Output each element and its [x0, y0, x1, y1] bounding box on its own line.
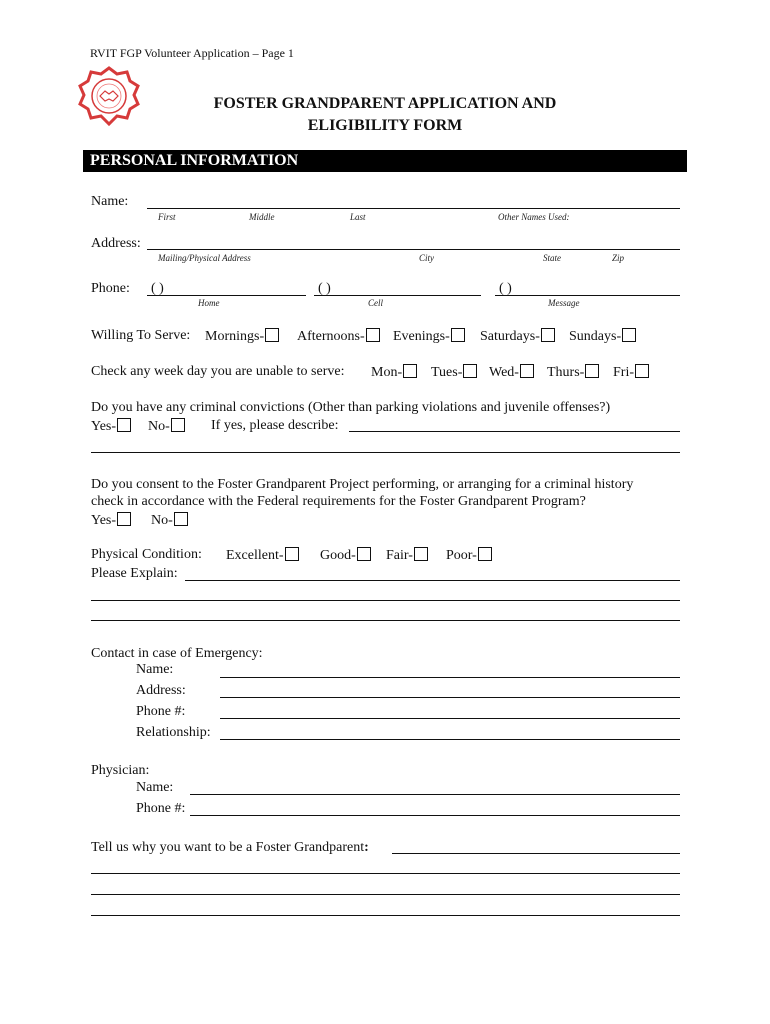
physical-explain-field[interactable]	[185, 580, 680, 581]
yes-label: Yes-	[91, 419, 117, 434]
name-sub-last: Last	[350, 212, 366, 222]
address-field[interactable]	[147, 249, 680, 250]
willing-option-label: Afternoons-	[297, 329, 365, 344]
willing-option-label: Saturdays-	[480, 329, 540, 344]
emergency-phone-label: Phone #:	[136, 704, 186, 719]
physical-label: Physical Condition:	[91, 547, 202, 562]
phone-sub-cell: Cell	[368, 298, 383, 308]
checkbox[interactable]	[366, 328, 380, 342]
name-sub-other: Other Names Used:	[498, 212, 570, 222]
physician-phone-field[interactable]	[190, 815, 680, 816]
convictions-no[interactable]	[148, 418, 185, 435]
willing-option-mornings[interactable]	[205, 328, 279, 345]
name-field[interactable]	[147, 208, 680, 209]
name-label: Name:	[91, 194, 129, 209]
checkbox[interactable]	[463, 364, 477, 378]
unable-option-label: Fri-	[613, 365, 634, 380]
phone-home-paren: ( )	[151, 281, 164, 296]
phone-cell-paren: ( )	[318, 281, 331, 296]
unable-option-tues[interactable]	[431, 364, 477, 381]
checkbox[interactable]	[174, 512, 188, 526]
physical-explain-field-2[interactable]	[91, 600, 680, 601]
emergency-address-field[interactable]	[220, 697, 680, 698]
physical-explain-field-3[interactable]	[91, 620, 680, 621]
phone-message-field[interactable]	[495, 295, 680, 296]
checkbox[interactable]	[265, 328, 279, 342]
why-field-4[interactable]	[91, 915, 680, 916]
willing-option-saturdays[interactable]	[480, 328, 555, 345]
physical-option-poor[interactable]	[446, 547, 492, 564]
consent-question-line1: Do you consent to the Foster Grandparent Project performing, or arranging for a criminal history	[91, 477, 634, 492]
name-sub-middle: Middle	[249, 212, 275, 222]
why-field-3[interactable]	[91, 894, 680, 895]
unable-option-label: Wed-	[489, 365, 519, 380]
address-sub-state: State	[543, 253, 561, 263]
checkbox[interactable]	[117, 512, 131, 526]
convictions-describe-field[interactable]	[349, 431, 680, 432]
willing-option-afternoons[interactable]	[297, 328, 380, 345]
unable-option-thurs[interactable]	[547, 364, 599, 381]
address-label: Address:	[91, 236, 141, 251]
physical-option-good[interactable]	[320, 547, 371, 564]
unable-option-fri[interactable]	[613, 364, 649, 381]
willing-option-label: Sundays-	[569, 329, 622, 344]
phone-sub-message: Message	[548, 298, 580, 308]
phone-sub-home: Home	[198, 298, 220, 308]
physical-explain-label: Please Explain:	[91, 566, 178, 581]
why-prompt-colon: :	[364, 840, 369, 855]
checkbox[interactable]	[117, 418, 131, 432]
form-title-line2: ELIGIBILITY FORM	[307, 117, 463, 134]
consent-question-line2: check in accordance with the Federal requirements for the Foster Grandparent Program?	[91, 494, 586, 509]
checkbox[interactable]	[585, 364, 599, 378]
checkbox[interactable]	[171, 418, 185, 432]
physical-option-fair[interactable]	[386, 547, 428, 564]
willing-label: Willing To Serve:	[91, 328, 191, 343]
checkbox[interactable]	[541, 328, 555, 342]
why-field[interactable]	[392, 853, 680, 854]
physical-option-label: Excellent-	[226, 548, 284, 563]
why-field-2[interactable]	[91, 873, 680, 874]
physical-option-excellent[interactable]	[226, 547, 299, 564]
emergency-heading: Contact in case of Emergency:	[91, 646, 263, 661]
phone-cell-field[interactable]	[314, 295, 481, 296]
section-label: PERSONAL INFORMATION	[90, 152, 299, 169]
checkbox[interactable]	[357, 547, 371, 561]
address-sub-mailing: Mailing/Physical Address	[158, 253, 251, 263]
unable-option-label: Tues-	[431, 365, 463, 380]
physician-heading: Physician:	[91, 763, 150, 778]
yes-label: Yes-	[91, 513, 117, 528]
checkbox[interactable]	[403, 364, 417, 378]
section-banner	[83, 150, 687, 172]
checkbox[interactable]	[520, 364, 534, 378]
checkbox[interactable]	[622, 328, 636, 342]
willing-option-sundays[interactable]	[569, 328, 636, 345]
unable-option-label: Thurs-	[547, 365, 585, 380]
checkbox[interactable]	[635, 364, 649, 378]
why-prompt-text: Tell us why you want to be a Foster Grandparent	[91, 840, 365, 855]
physical-option-label: Poor-	[446, 548, 477, 563]
checkbox[interactable]	[285, 547, 299, 561]
physician-name-label: Name:	[136, 780, 174, 795]
emergency-relationship-field[interactable]	[220, 739, 680, 740]
no-label: No-	[148, 419, 170, 434]
emergency-phone-field[interactable]	[220, 718, 680, 719]
why-prompt	[91, 840, 369, 856]
convictions-describe-field-2[interactable]	[91, 452, 680, 453]
physician-phone-label: Phone #:	[136, 801, 186, 816]
checkbox[interactable]	[414, 547, 428, 561]
phone-label: Phone:	[91, 281, 130, 296]
unable-option-label: Mon-	[371, 365, 403, 380]
form-title-line1: FOSTER GRANDPARENT APPLICATION AND	[213, 95, 557, 112]
address-sub-city: City	[419, 253, 434, 263]
page-header: RVIT FGP Volunteer Application – Page 1	[90, 46, 294, 60]
physical-option-label: Good-	[320, 548, 356, 563]
emergency-name-field[interactable]	[220, 677, 680, 678]
emergency-address-label: Address:	[136, 683, 186, 698]
checkbox[interactable]	[478, 547, 492, 561]
address-sub-zip: Zip	[612, 253, 625, 263]
unable-option-wed[interactable]	[489, 364, 534, 381]
consent-no[interactable]	[151, 512, 188, 529]
willing-option-evenings[interactable]	[393, 328, 465, 345]
consent-yes[interactable]	[91, 512, 131, 529]
unable-option-mon[interactable]	[371, 364, 417, 381]
convictions-question: Do you have any criminal convictions (Other than parking violations and juvenile offenses?)	[91, 400, 611, 415]
name-sub-first: First	[158, 212, 176, 222]
phone-message-paren: ( )	[499, 281, 512, 296]
convictions-describe-label: If yes, please describe:	[211, 418, 339, 433]
emergency-name-label: Name:	[136, 662, 174, 677]
emergency-relationship-label: Relationship:	[136, 725, 211, 740]
willing-option-label: Mornings-	[205, 329, 265, 344]
convictions-yes[interactable]	[91, 418, 131, 435]
no-label: No-	[151, 513, 173, 528]
phone-home-field[interactable]	[147, 295, 306, 296]
unable-label: Check any week day you are unable to serve:	[91, 364, 345, 379]
willing-option-label: Evenings-	[393, 329, 450, 344]
physician-name-field[interactable]	[190, 794, 680, 795]
physical-option-label: Fair-	[386, 548, 413, 563]
checkbox[interactable]	[451, 328, 465, 342]
